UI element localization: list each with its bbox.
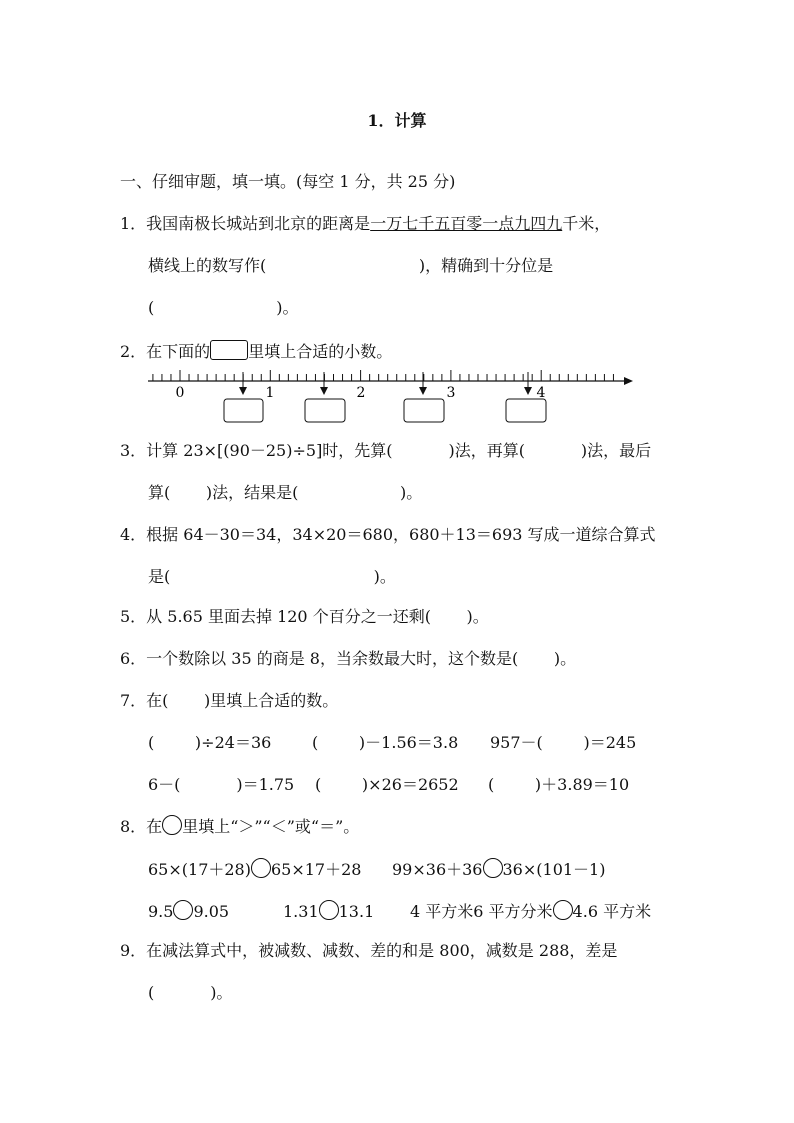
number-line-arrow-icon	[624, 377, 633, 385]
answer-circle[interactable]	[319, 900, 339, 920]
q8-right-expr: 9.05	[193, 902, 230, 921]
question-3-line-2: 算( )法，结果是( )。	[148, 483, 423, 502]
question-8-title	[120, 815, 359, 837]
question-6: 6．一个数除以 35 的商是 8，当余数最大时，这个数是( )。	[120, 649, 577, 668]
q8-row1-item2	[392, 858, 605, 880]
question-5: 5．从 5.65 里面去掉 120 个百分之一还剩( )。	[120, 607, 489, 626]
question-4-line-2: 是( )。	[148, 567, 396, 586]
pointer-1	[224, 372, 263, 422]
comparison-circle-icon	[162, 815, 182, 835]
answer-box-3[interactable]	[404, 399, 444, 422]
q8-row2-item3	[410, 900, 651, 922]
q7-row1-item2: ( )－1.56＝3.8	[312, 733, 459, 752]
pointer-2	[305, 372, 345, 422]
answer-box-1[interactable]	[224, 399, 263, 422]
answer-circle[interactable]	[483, 858, 503, 878]
q8-left-expr: 4 平方米6 平方分米	[410, 902, 553, 921]
answer-circle[interactable]	[553, 900, 573, 920]
q8-title-pre: 8．在	[120, 817, 163, 836]
q8-row2-item2	[283, 900, 374, 922]
q7-row2-item1: 6－( )＝1.75	[148, 775, 295, 794]
q8-right-expr: 36×(101－1)	[502, 860, 606, 879]
question-9-line-2: ( )。	[148, 983, 233, 1002]
q8-left-expr: 9.5	[148, 902, 174, 921]
answer-circle[interactable]	[173, 900, 193, 920]
question-7-title: 7．在( )里填上合适的数。	[120, 691, 339, 710]
q7-row1-item1: ( )÷24＝36	[148, 733, 272, 752]
q8-left-expr: 1.31	[283, 902, 319, 921]
q2-text-post: 里填上合适的小数。	[248, 342, 393, 361]
answer-circle[interactable]	[251, 858, 271, 878]
question-1-line-3: ( )。	[148, 298, 299, 317]
q8-left-expr: 99×36＋36	[392, 860, 483, 879]
q8-right-expr: 4.6 平方米	[572, 902, 652, 921]
q1-text-pre: 1．我国南极长城站到北京的距离是	[120, 214, 371, 233]
q8-right-expr: 65×17＋28	[270, 860, 362, 879]
question-9-line-1: 9．在减法算式中，被减数、减数、差的和是 800，减数是 288，差是	[120, 941, 618, 960]
q8-right-expr: 13.1	[338, 902, 375, 921]
q2-text-pre: 2．在下面的	[120, 342, 211, 361]
q7-row2-item3: ( )＋3.89＝10	[488, 775, 630, 794]
number-line	[0, 0, 794, 440]
q7-row1-item3: 957－( )＝245	[490, 733, 637, 752]
section-heading: 一、仔细审题，填一填。(每空 1 分，共 25 分)	[120, 172, 456, 191]
q7-row2-item2: ( )×26＝2652	[315, 775, 459, 794]
q1-underlined-number: 一万七千五百零一点九四九	[370, 214, 563, 233]
question-3-line-1: 3．计算 23×[(90－25)÷5]时，先算( )法，再算( )法，最后	[120, 441, 652, 460]
q8-left-expr: 65×(17＋28)	[148, 860, 251, 879]
tick-label-3: 3	[446, 385, 456, 401]
page-title: 1．计算	[367, 111, 427, 130]
answer-box-2[interactable]	[305, 399, 345, 422]
q8-row1-item1	[148, 858, 361, 880]
tick-label-2: 2	[356, 385, 366, 401]
number-line-ticks	[153, 370, 614, 381]
answer-box-4[interactable]	[506, 399, 546, 422]
tick-label-4: 4	[536, 385, 546, 401]
q8-row2-item1	[148, 900, 229, 922]
tick-label-0: 0	[175, 385, 185, 401]
question-4-line-1: 4．根据 64－30＝34，34×20＝680，680＋13＝693 写成一道综合算式	[120, 525, 656, 544]
q8-title-post: 里填上“＞”“＜”或“＝”。	[182, 817, 360, 836]
q1-text-post: 千米，	[562, 214, 611, 233]
tick-label-1: 1	[265, 385, 275, 401]
question-1-line-2: 横线上的数写作( )，精确到十分位是	[148, 256, 554, 275]
